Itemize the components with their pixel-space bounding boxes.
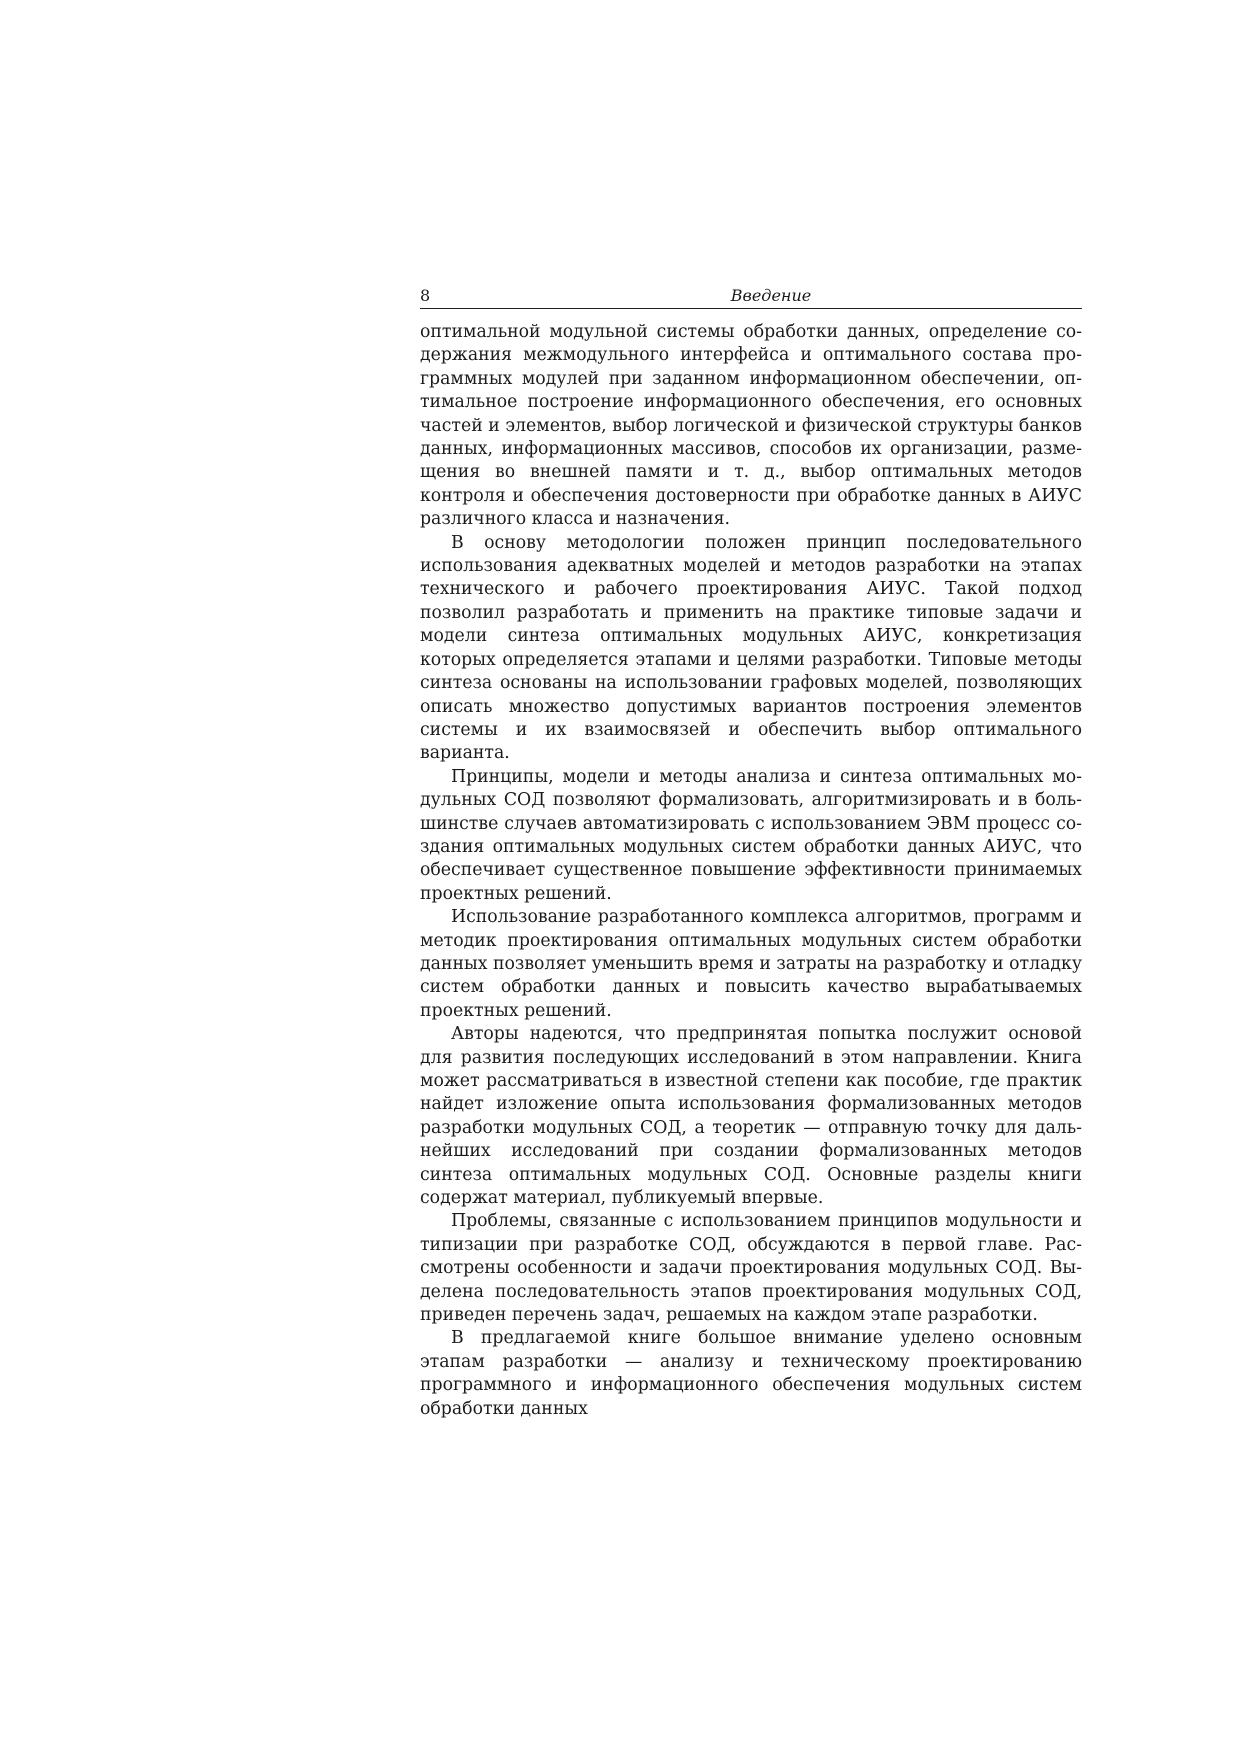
chapter-title: Введение (730, 286, 812, 305)
book-page (420, 284, 1082, 1421)
running-head (420, 284, 1082, 309)
paragraph: Использование разработанного комплекса алгоритмов, программ и методик проектирования оптимальных модульных систем обработки данных позволяет уменьшить время и затраты на разработку и отладку систем обработки данных и повысить качество вырабатываемых проектных решений. (420, 907, 1082, 1021)
paragraph-continued: оптимальной модульной системы обработки данных, определение содержания межмодульного интерфейса и оптимального состава программных модулей при заданном информационном обеспечении, оптимальное построение информационного обеспечения, его основных частей и элементов, выбор логической и физической структуры банков данных, информационных массивов, способов их организации, размещения во внешней памяти и т. д., выбор оптимальных методов контроля и обеспечения достоверности при обработке данных в АИУС различного класса и назначения. (420, 322, 1082, 530)
page-number: 8 (420, 286, 431, 305)
paragraph: Проблемы, связанные с использованием принципов модульности и типизации при разработке СОД, обсуждаются в первой главе. Рассмотрены особенности и задачи проектирования модульных СОД. Выделена последовательность этапов проектирования модульных СОД, приведен перечень задач, решаемых на каждом этапе разработки. (420, 1211, 1082, 1326)
paragraph: Принципы, модели и методы анализа и синтеза оптимальных модульных СОД позволяют формализовать, алгоритмизировать и в большинстве случаев автоматизировать с использованием ЭВМ процесс создания оптимальных модульных систем обработки данных АИУС, что обеспечивает существенное повышение эффективности принимаемых проектных решений. (420, 766, 1082, 904)
paragraph: В предлагаемой книге большое внимание уделено основным этапам разработки — анализу и техническому проектированию программного и информационного обеспечения модульных систем обработки данных (420, 1328, 1082, 1419)
body-text (420, 321, 1082, 1421)
paragraph: Авторы надеются, что предпринятая попытка послужит основой для развития последующих исследований в этом направлении. Книга может рассматриваться в известной степени как пособие, где практик найдет изложение опыта использования формализованных методов разработки модульных СОД, а теоретик — отправную точку для дальнейших исследований при создании формализованных методов синтеза оптимальных модульных СОД. Основные разделы книги содержат материал, публикуемый впервые. (420, 1024, 1082, 1209)
paragraph: В основу методологии положен принцип последовательного использования адекватных моделей и методов разработки на этапах технического и рабочего проектирования АИУС. Такой подход позволил разработать и применить на практике типовые задачи и модели синтеза оптимальных модульных АИУС, конкретизация которых определяется этапами и целями разработки. Типовые методы синтеза основаны на использовании графовых моделей, позволяющих описать множество допустимых вариантов построения элементов системы и их взаимосвязей и обеспечить выбор оптимального варианта. (420, 532, 1082, 764)
